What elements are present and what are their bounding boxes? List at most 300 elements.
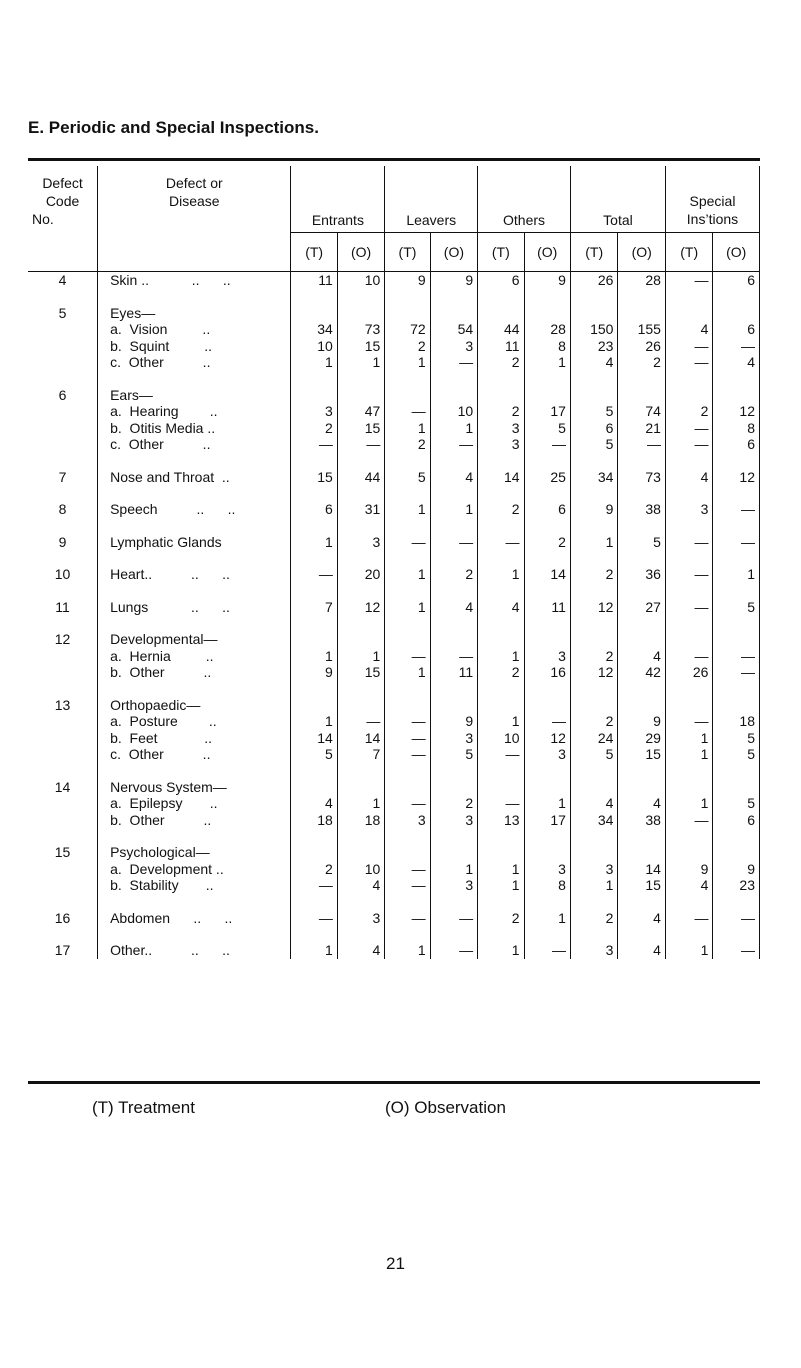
spacer-cell [665, 289, 713, 305]
spacer-cell [713, 289, 760, 305]
value-cell: — [665, 436, 713, 453]
value-cell: 1 [385, 501, 430, 518]
value-cell: 6 [478, 272, 524, 289]
value-cell: 1 [478, 877, 524, 894]
spacer-cell [291, 485, 337, 501]
value-cell [430, 844, 478, 861]
spacer-cell [713, 828, 760, 844]
spacer-cell [98, 926, 291, 942]
value-cell: 1 [665, 730, 713, 747]
value-cell: 5 [570, 436, 618, 453]
value-cell: 2 [430, 795, 478, 812]
spacer-cell [291, 926, 337, 942]
value-cell: 1 [478, 861, 524, 878]
value-cell: 3 [430, 338, 478, 355]
spacer-cell [665, 453, 713, 469]
value-cell: 29 [618, 730, 666, 747]
spacer-cell [618, 289, 666, 305]
defect-label: a. Development .. [98, 861, 291, 878]
spacer-cell [713, 485, 760, 501]
subheader-observation: (O) [430, 233, 478, 272]
defect-label: Ears— [98, 387, 291, 404]
spacer-row [28, 583, 760, 599]
value-cell: 44 [337, 469, 385, 486]
table-row [28, 387, 760, 404]
defect-code [28, 795, 98, 812]
col-header-others: Others [478, 166, 571, 233]
defect-label: Developmental— [98, 631, 291, 648]
value-cell: — [385, 910, 430, 927]
value-cell: 4 [713, 354, 760, 371]
value-cell [713, 697, 760, 714]
value-cell: 2 [478, 664, 524, 681]
value-cell [570, 697, 618, 714]
defect-code: 17 [28, 942, 98, 959]
defect-code [28, 354, 98, 371]
spacer-cell [478, 453, 524, 469]
table-body [28, 272, 760, 959]
value-cell: 28 [524, 321, 570, 338]
value-cell: 3 [478, 436, 524, 453]
value-cell: — [385, 403, 430, 420]
spacer-cell [570, 289, 618, 305]
defect-code [28, 812, 98, 829]
value-cell [618, 779, 666, 796]
value-cell: 7 [291, 599, 337, 616]
value-cell [665, 387, 713, 404]
spacer-cell [570, 518, 618, 534]
spacer-cell [98, 485, 291, 501]
subheader-observation: (O) [618, 233, 666, 272]
value-cell [524, 387, 570, 404]
value-cell: — [665, 713, 713, 730]
value-cell [337, 844, 385, 861]
value-cell: — [385, 746, 430, 763]
defect-code [28, 861, 98, 878]
defect-code: 12 [28, 631, 98, 648]
value-cell: 5 [618, 534, 666, 551]
spacer-cell [478, 615, 524, 631]
value-cell: 9 [524, 272, 570, 289]
spacer-cell [430, 615, 478, 631]
value-cell: 3 [337, 534, 385, 551]
value-cell: 1 [478, 566, 524, 583]
value-cell: 4 [665, 321, 713, 338]
value-cell: 1 [665, 746, 713, 763]
value-cell: 150 [570, 321, 618, 338]
table-row [28, 697, 760, 714]
table-row [28, 420, 760, 437]
value-cell: 3 [524, 648, 570, 665]
value-cell: — [430, 910, 478, 927]
defect-label: Nose and Throat .. [98, 469, 291, 486]
value-cell: 6 [713, 321, 760, 338]
value-cell: — [385, 877, 430, 894]
spacer-cell [291, 550, 337, 566]
value-cell: 2 [570, 910, 618, 927]
table-row [28, 812, 760, 829]
value-cell: 14 [337, 730, 385, 747]
spacer-cell [385, 926, 430, 942]
value-cell [478, 697, 524, 714]
value-cell [291, 631, 337, 648]
defect-code [28, 746, 98, 763]
value-cell: 3 [430, 812, 478, 829]
value-cell: 20 [337, 566, 385, 583]
value-cell: 11 [430, 664, 478, 681]
spacer-cell [28, 453, 98, 469]
spacer-cell [337, 289, 385, 305]
value-cell: — [665, 566, 713, 583]
value-cell [713, 844, 760, 861]
value-cell [524, 697, 570, 714]
value-cell: 34 [570, 469, 618, 486]
value-cell: 4 [570, 795, 618, 812]
value-cell: 10 [337, 272, 385, 289]
table-row [28, 730, 760, 747]
table-row [28, 713, 760, 730]
spacer-row [28, 926, 760, 942]
value-cell [478, 844, 524, 861]
value-cell [385, 779, 430, 796]
value-cell: 6 [713, 272, 760, 289]
value-cell: — [665, 599, 713, 616]
value-cell: 9 [665, 861, 713, 878]
value-cell: 5 [291, 746, 337, 763]
defect-label: Psychological— [98, 844, 291, 861]
spacer-cell [570, 828, 618, 844]
value-cell: 9 [291, 664, 337, 681]
value-cell [337, 631, 385, 648]
col-header-special: Special Ins’tions [665, 166, 759, 233]
value-cell [665, 697, 713, 714]
spacer-cell [570, 485, 618, 501]
defect-code [28, 436, 98, 453]
value-cell: — [524, 713, 570, 730]
spacer-row [28, 518, 760, 534]
value-cell: 3 [570, 942, 618, 959]
defect-code: 8 [28, 501, 98, 518]
value-cell [291, 387, 337, 404]
value-cell [618, 387, 666, 404]
spacer-cell [98, 828, 291, 844]
spacer-cell [98, 371, 291, 387]
value-cell: 3 [524, 861, 570, 878]
spacer-cell [713, 681, 760, 697]
value-cell: 23 [713, 877, 760, 894]
value-cell [385, 305, 430, 322]
spacer-cell [524, 894, 570, 910]
spacer-cell [28, 763, 98, 779]
defect-code [28, 403, 98, 420]
spacer-cell [665, 583, 713, 599]
spacer-cell [618, 518, 666, 534]
defect-code [28, 648, 98, 665]
spacer-cell [430, 681, 478, 697]
defect-label: Skin .. .. .. [98, 272, 291, 289]
value-cell [713, 631, 760, 648]
spacer-cell [713, 371, 760, 387]
value-cell: 15 [337, 664, 385, 681]
spacer-cell [478, 485, 524, 501]
spacer-cell [618, 681, 666, 697]
spacer-cell [524, 453, 570, 469]
value-cell [713, 779, 760, 796]
table-row [28, 648, 760, 665]
spacer-cell [478, 681, 524, 697]
value-cell: 2 [385, 338, 430, 355]
table-top-rule [28, 158, 760, 161]
value-cell: 1 [385, 942, 430, 959]
value-cell [570, 779, 618, 796]
spacer-cell [570, 550, 618, 566]
spacer-cell [618, 453, 666, 469]
spacer-cell [430, 485, 478, 501]
value-cell: 14 [618, 861, 666, 878]
value-cell: 1 [385, 664, 430, 681]
value-cell: 4 [430, 469, 478, 486]
value-cell: 54 [430, 321, 478, 338]
col-header-disease: Defect or Disease [98, 166, 291, 272]
value-cell: 9 [713, 861, 760, 878]
table-row [28, 631, 760, 648]
value-cell: 3 [337, 910, 385, 927]
spacer-cell [524, 926, 570, 942]
table-row [28, 844, 760, 861]
value-cell: 4 [618, 942, 666, 959]
value-cell: 1 [430, 420, 478, 437]
value-cell: 1 [291, 713, 337, 730]
value-cell: — [713, 648, 760, 665]
spacer-row [28, 763, 760, 779]
spacer-cell [430, 518, 478, 534]
value-cell [291, 844, 337, 861]
defect-label: Speech .. .. [98, 501, 291, 518]
value-cell: 26 [570, 272, 618, 289]
value-cell: 2 [478, 910, 524, 927]
value-cell: 13 [478, 812, 524, 829]
value-cell: — [665, 812, 713, 829]
defect-label: Nervous System— [98, 779, 291, 796]
defect-code [28, 420, 98, 437]
page-number: 21 [386, 1254, 405, 1273]
value-cell: 14 [291, 730, 337, 747]
value-cell: 9 [570, 501, 618, 518]
spacer-cell [524, 550, 570, 566]
spacer-cell [524, 518, 570, 534]
spacer-cell [618, 583, 666, 599]
spacer-cell [665, 828, 713, 844]
table-row [28, 566, 760, 583]
spacer-cell [524, 828, 570, 844]
spacer-cell [337, 681, 385, 697]
table-row [28, 272, 760, 289]
spacer-cell [337, 583, 385, 599]
value-cell: 1 [291, 648, 337, 665]
value-cell: — [385, 648, 430, 665]
value-cell [665, 779, 713, 796]
value-cell: 74 [618, 403, 666, 420]
value-cell [524, 779, 570, 796]
value-cell [665, 305, 713, 322]
spacer-cell [385, 894, 430, 910]
spacer-cell [337, 615, 385, 631]
spacer-cell [98, 550, 291, 566]
spacer-cell [713, 894, 760, 910]
spacer-cell [570, 453, 618, 469]
value-cell: 9 [430, 713, 478, 730]
spacer-cell [98, 894, 291, 910]
spacer-cell [337, 926, 385, 942]
spacer-row [28, 615, 760, 631]
value-cell: 10 [291, 338, 337, 355]
value-cell: 10 [478, 730, 524, 747]
spacer-cell [478, 894, 524, 910]
spacer-cell [713, 926, 760, 942]
value-cell: — [478, 795, 524, 812]
defect-label: b. Other .. [98, 812, 291, 829]
value-cell [713, 387, 760, 404]
value-cell: — [291, 910, 337, 927]
spacer-cell [430, 763, 478, 779]
spacer-cell [713, 615, 760, 631]
value-cell [337, 305, 385, 322]
value-cell: 1 [524, 910, 570, 927]
spacer-cell [618, 615, 666, 631]
spacer-cell [385, 583, 430, 599]
defect-code [28, 338, 98, 355]
value-cell: — [665, 910, 713, 927]
spacer-cell [291, 453, 337, 469]
value-cell: 4 [618, 648, 666, 665]
value-cell: 6 [713, 436, 760, 453]
spacer-cell [291, 681, 337, 697]
value-cell: 18 [337, 812, 385, 829]
spacer-cell [524, 763, 570, 779]
value-cell: 4 [478, 599, 524, 616]
value-cell: 12 [713, 469, 760, 486]
value-cell: 1 [478, 942, 524, 959]
spacer-row [28, 681, 760, 697]
value-cell: 2 [570, 566, 618, 583]
spacer-cell [430, 550, 478, 566]
value-cell: 36 [618, 566, 666, 583]
value-cell: 2 [618, 354, 666, 371]
value-cell: 15 [337, 338, 385, 355]
spacer-cell [665, 518, 713, 534]
value-cell [524, 631, 570, 648]
col-header-code: Defect Code No. [28, 166, 98, 272]
value-cell: — [337, 436, 385, 453]
defect-label: Orthopaedic— [98, 697, 291, 714]
spacer-cell [385, 371, 430, 387]
table-row [28, 501, 760, 518]
value-cell: 1 [430, 861, 478, 878]
value-cell: 2 [478, 354, 524, 371]
spacer-cell [430, 828, 478, 844]
defect-code: 4 [28, 272, 98, 289]
value-cell: 1 [385, 420, 430, 437]
value-cell: 4 [337, 877, 385, 894]
value-cell: 1 [385, 599, 430, 616]
value-cell [478, 305, 524, 322]
table-bottom-rule [28, 1081, 760, 1084]
table-row [28, 779, 760, 796]
defect-label: Eyes— [98, 305, 291, 322]
defect-label: Abdomen .. .. [98, 910, 291, 927]
spacer-cell [28, 615, 98, 631]
spacer-cell [665, 894, 713, 910]
value-cell: 1 [478, 713, 524, 730]
spacer-cell [28, 485, 98, 501]
defect-label: b. Feet .. [98, 730, 291, 747]
spacer-cell [430, 926, 478, 942]
value-cell: 3 [570, 861, 618, 878]
value-cell [570, 305, 618, 322]
spacer-cell [524, 371, 570, 387]
value-cell [570, 631, 618, 648]
value-cell: 1 [713, 566, 760, 583]
spacer-cell [98, 681, 291, 697]
value-cell [618, 844, 666, 861]
spacer-cell [570, 894, 618, 910]
value-cell: 1 [385, 354, 430, 371]
subheader-treatment: (T) [478, 233, 524, 272]
value-cell: 1 [337, 354, 385, 371]
value-cell: 16 [524, 664, 570, 681]
value-cell: 18 [713, 713, 760, 730]
spacer-cell [98, 518, 291, 534]
value-cell: 2 [570, 713, 618, 730]
subheader-treatment: (T) [385, 233, 430, 272]
value-cell: 4 [665, 877, 713, 894]
spacer-row [28, 485, 760, 501]
defect-code: 7 [28, 469, 98, 486]
table-row [28, 599, 760, 616]
value-cell [337, 779, 385, 796]
value-cell: 72 [385, 321, 430, 338]
defect-label: c. Other .. [98, 436, 291, 453]
value-cell: 26 [665, 664, 713, 681]
spacer-cell [665, 763, 713, 779]
inspections-table [28, 166, 760, 959]
value-cell: 11 [478, 338, 524, 355]
value-cell [524, 305, 570, 322]
value-cell: 4 [337, 942, 385, 959]
value-cell: — [665, 338, 713, 355]
value-cell: 15 [618, 877, 666, 894]
defect-label: b. Otitis Media .. [98, 420, 291, 437]
value-cell [478, 779, 524, 796]
spacer-row [28, 289, 760, 305]
value-cell: 5 [430, 746, 478, 763]
value-cell: 21 [618, 420, 666, 437]
table-row [28, 795, 760, 812]
value-cell [618, 305, 666, 322]
value-cell: 15 [618, 746, 666, 763]
defect-code: 14 [28, 779, 98, 796]
value-cell: 34 [570, 812, 618, 829]
value-cell [385, 387, 430, 404]
spacer-cell [430, 371, 478, 387]
spacer-cell [337, 371, 385, 387]
spacer-cell [478, 550, 524, 566]
value-cell: 1 [665, 942, 713, 959]
spacer-cell [713, 453, 760, 469]
value-cell: 12 [524, 730, 570, 747]
spacer-cell [337, 453, 385, 469]
value-cell: 38 [618, 501, 666, 518]
